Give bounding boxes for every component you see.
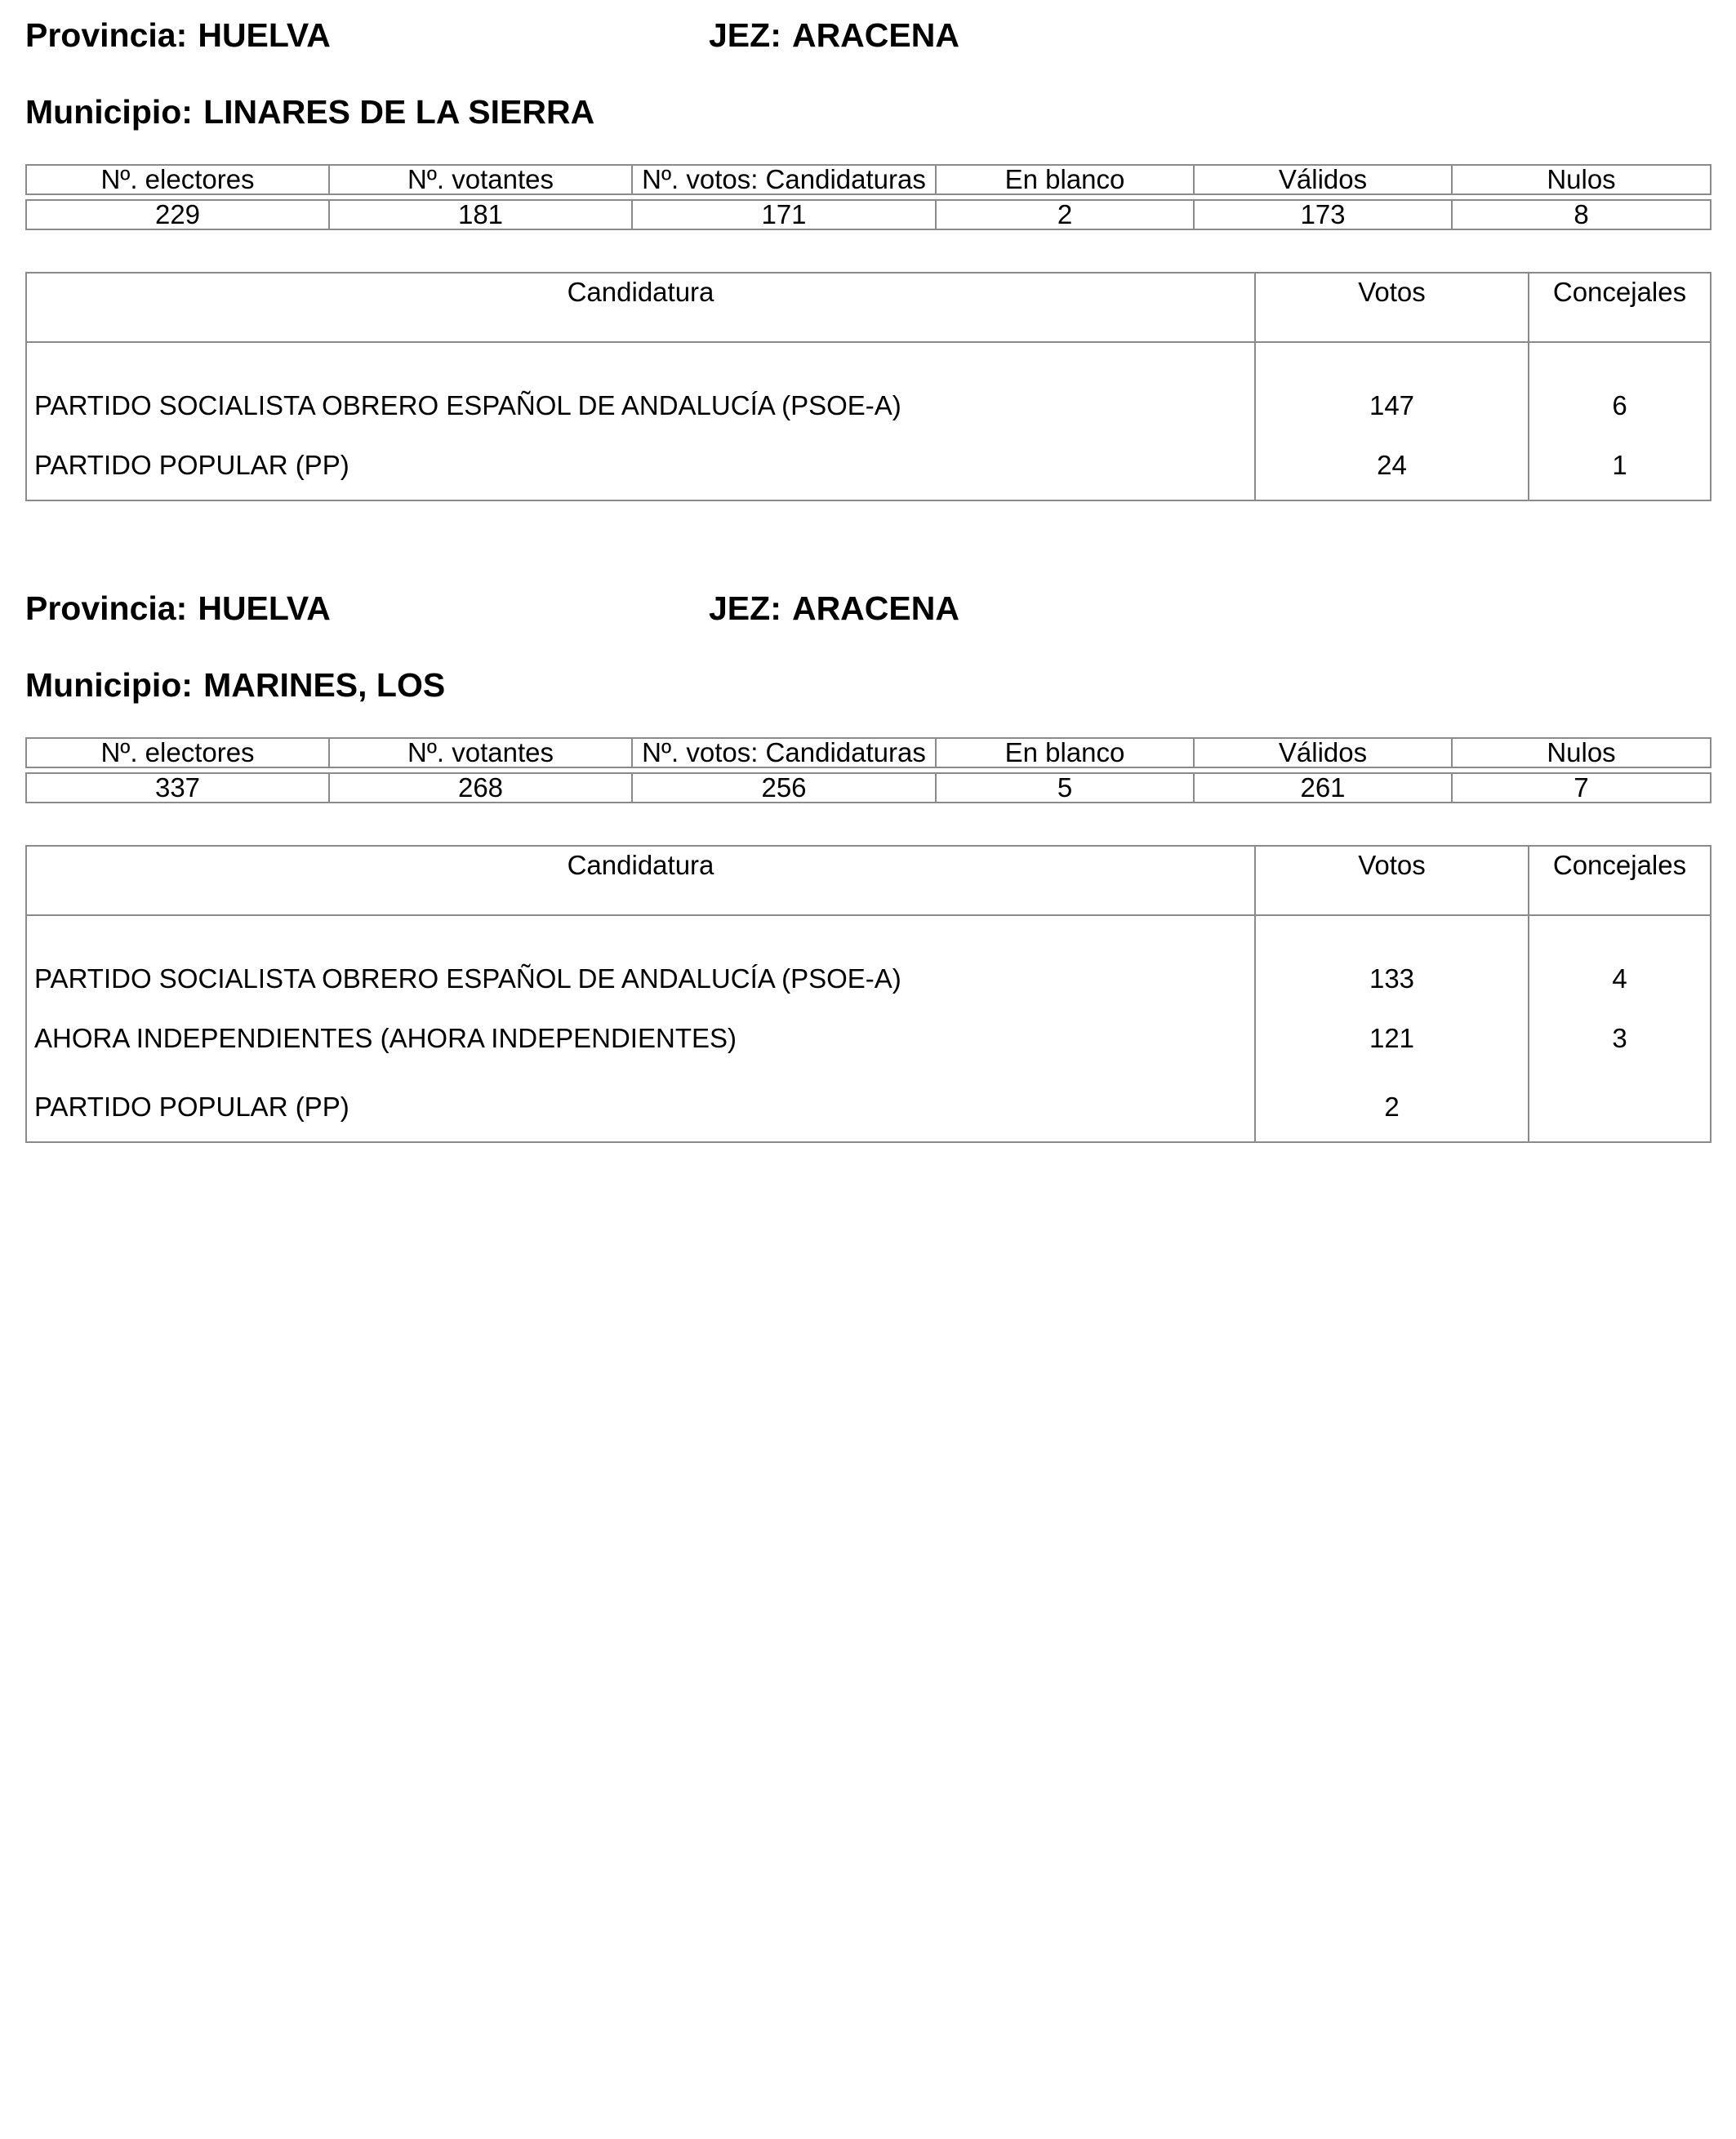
municipio-label: Municipio: [25,666,193,704]
stats-header-votos-candidaturas: Nº. votos: Candidaturas [632,738,936,767]
stats-value-nulos: 7 [1452,773,1711,803]
stats-value-nulos: 8 [1452,200,1711,229]
stats-value-validos: 261 [1194,773,1452,803]
candidatura-row [26,431,1711,500]
candidaturas-table [25,845,1712,1143]
header-candidatura: Candidatura [26,273,1255,342]
stats-header-votantes: Nº. votantes [329,738,632,767]
stats-value-votantes: 181 [329,200,632,229]
candidatura-name: AHORA INDEPENDIENTES (AHORA INDEPENDIENTES) [26,1004,1255,1073]
municipio-section-linares [0,0,1736,571]
header-votos: Votos [1255,273,1529,342]
stats-value-votos-candidaturas: 171 [632,200,936,229]
stats-header-row [26,738,1711,767]
jez-label: JEZ: [709,589,781,627]
header-concejales: Concejales [1529,273,1711,342]
provincia-label: Provincia: [25,589,188,627]
candidatura-row [26,915,1711,1004]
stats-value-en-blanco: 5 [936,773,1194,803]
provincia-value: HUELVA [198,589,331,627]
stats-value-electores: 337 [26,773,329,803]
candidaturas-header-row [26,846,1711,915]
provincia-label: Provincia: [25,16,188,54]
municipio-line [25,665,445,705]
stats-spacer [26,767,1711,773]
stats-header-validos: Válidos [1194,165,1452,194]
candidatura-votos: 2 [1255,1073,1529,1142]
stats-spacer [26,194,1711,200]
stats-value-row [26,773,1711,803]
stats-header-electores: Nº. electores [26,738,329,767]
stats-value-votantes: 268 [329,773,632,803]
stats-header-validos: Válidos [1194,738,1452,767]
stats-header-row [26,165,1711,194]
candidatura-row [26,342,1711,431]
candidatura-concejales: 3 [1529,1004,1711,1073]
header-votos: Votos [1255,846,1529,915]
header-candidatura: Candidatura [26,846,1255,915]
stats-header-en-blanco: En blanco [936,738,1194,767]
candidatura-votos: 133 [1255,915,1529,1004]
stats-table [25,164,1712,230]
jez-label: JEZ: [709,16,781,54]
provincia-line [25,15,331,56]
municipio-label: Municipio: [25,93,193,131]
jez-line [709,588,959,629]
stats-value-electores: 229 [26,200,329,229]
candidatura-concejales: 4 [1529,915,1711,1004]
candidatura-votos: 121 [1255,1004,1529,1073]
stats-value-en-blanco: 2 [936,200,1194,229]
candidatura-name: PARTIDO POPULAR (PP) [26,431,1255,500]
municipio-section-marines [0,573,1736,1145]
stats-value-votos-candidaturas: 256 [632,773,936,803]
stats-header-electores: Nº. electores [26,165,329,194]
municipio-line [25,91,594,132]
candidaturas-table [25,272,1712,501]
stats-value-row [26,200,1711,229]
candidatura-votos: 24 [1255,431,1529,500]
stats-header-en-blanco: En blanco [936,165,1194,194]
stats-value-validos: 173 [1194,200,1452,229]
municipio-value: LINARES DE LA SIERRA [203,93,595,131]
jez-value: ARACENA [791,16,959,54]
candidatura-concejales: 6 [1529,342,1711,431]
candidatura-concejales: 1 [1529,431,1711,500]
jez-value: ARACENA [791,589,959,627]
stats-header-votantes: Nº. votantes [329,165,632,194]
candidatura-row [26,1073,1711,1142]
header-concejales: Concejales [1529,846,1711,915]
candidaturas-header-row [26,273,1711,342]
stats-header-nulos: Nulos [1452,165,1711,194]
candidatura-name: PARTIDO SOCIALISTA OBRERO ESPAÑOL DE ANDALUCÍA (PSOE-A) [26,342,1255,431]
provincia-line [25,588,331,629]
candidatura-name: PARTIDO SOCIALISTA OBRERO ESPAÑOL DE ANDALUCÍA (PSOE-A) [26,915,1255,1004]
candidatura-row [26,1004,1711,1073]
candidatura-concejales [1529,1073,1711,1142]
jez-line [709,15,959,56]
stats-header-nulos: Nulos [1452,738,1711,767]
stats-header-votos-candidaturas: Nº. votos: Candidaturas [632,165,936,194]
candidatura-name: PARTIDO POPULAR (PP) [26,1073,1255,1142]
provincia-value: HUELVA [198,16,331,54]
candidatura-votos: 147 [1255,342,1529,431]
municipio-value: MARINES, LOS [203,666,446,704]
stats-table [25,737,1712,803]
